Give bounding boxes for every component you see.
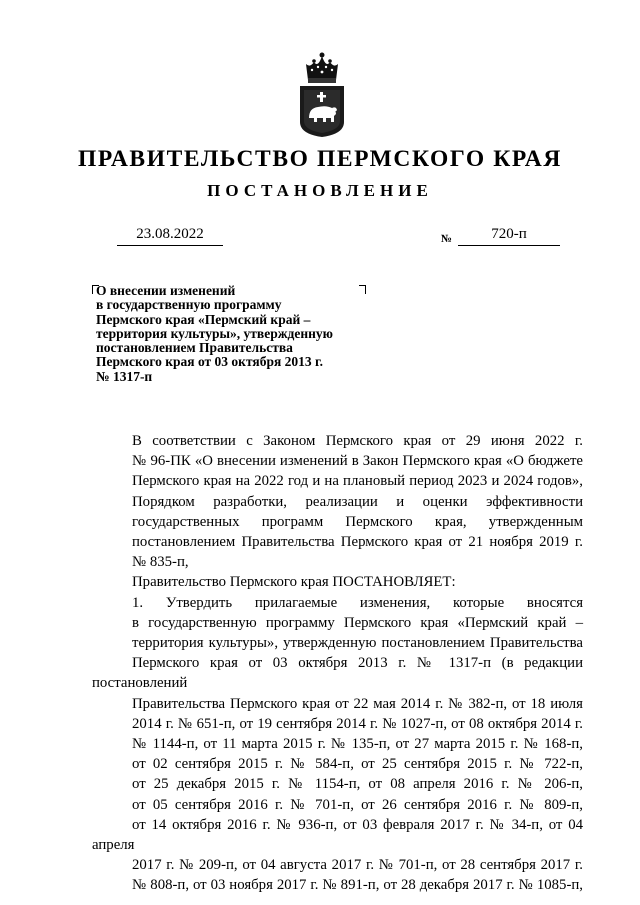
text-line: государственных программ Пермского края, утвержденным: [132, 513, 583, 530]
document-body: [92, 431, 583, 896]
text-line: от 25 декабря 2015 г. № 1154-п, от 08 апреля 2016 г. № 206-п,: [132, 776, 583, 793]
text-line: В соответствии с Законом Пермского края от 29 июня 2022 г.: [132, 433, 583, 449]
subject-line: № 1317-п: [96, 368, 153, 384]
text-line: Правительство Пермского края ПОСТАНОВЛЯЕТ:: [132, 574, 456, 591]
subject-line: в государственную программу: [96, 297, 282, 313]
text-line: № 96-ПК «О внесении изменений в Закон Пермского края «О бюджете: [132, 453, 583, 470]
text-line: Правительства Пермского края от 22 мая 2014 г. № 382-п, от 18 июля: [132, 695, 583, 712]
text-line: от 02 сентября 2015 г. № 584-п, от 25 сентября 2015 г. № 722-п,: [132, 756, 583, 773]
text-line: 1. Утвердить прилагаемые изменения, которые вносятся: [132, 594, 583, 611]
text-line: постановлением Правительства Пермского края от 21 ноября 2019 г.: [132, 534, 583, 551]
subject-line: Пермского края «Пермский край –: [96, 311, 311, 327]
subject-line: Пермского края от 03 октября 2013 г.: [96, 354, 324, 370]
crown-icon: [306, 53, 338, 84]
document-subject: [96, 284, 396, 384]
text-line: от 14 октября 2016 г. № 936-п, от 03 февраля 2017 г. № 34-п, от 04 апреля: [92, 816, 583, 854]
document-number: 720-п: [458, 226, 560, 246]
text-line: № 835-п,: [132, 554, 189, 571]
preamble-paragraph: [92, 431, 583, 572]
text-line: в государственную программу Пермского края «Пермский край –: [132, 614, 583, 631]
text-line: 2017 г. № 209-п, от 04 августа 2017 г. № 701-п, от 28 сентября 2017 г.: [132, 857, 583, 874]
text-line: № 1144-п, от 11 марта 2015 г. № 135-п, от 27 марта 2015 г. № 168-п,: [132, 736, 583, 753]
government-title: ПРАВИТЕЛЬСТВО ПЕРМСКОГО КРАЯ: [78, 146, 562, 172]
resolves-paragraph: [92, 572, 583, 592]
subject-line: территория культуры», утвержденную: [96, 325, 333, 341]
text-line: Порядком разработки, реализации и оценки эффективности: [132, 493, 583, 510]
shield-icon: [300, 86, 344, 137]
text-line: 2014 г. № 651-п, от 19 сентября 2014 г. № 1027-п, от 08 октября 2014 г.: [132, 715, 583, 732]
item-1-paragraph: [92, 593, 583, 896]
number-label: №: [441, 233, 453, 245]
document-type-heading: ПОСТАНОВЛЕНИЕ: [207, 181, 433, 200]
text-line: Пермского края на 2022 год и на плановый период 2023 и 2024 годов»,: [132, 473, 583, 490]
text-line: Пермского края от 03 октября 2013 г. № 1317-п (в редакции постановлений: [92, 655, 583, 692]
text-line: от 05 сентября 2016 г. № 701-п, от 26 сентября 2016 г. № 809-п,: [132, 796, 583, 813]
text-line: территория культуры», утвержденную постановлением Правительства: [132, 635, 583, 652]
subject-line: О внесении изменений: [96, 283, 236, 298]
text-line: № 808-п, от 03 ноября 2017 г. № 891-п, от 28 декабря 2017 г. № 1085-п,: [132, 877, 583, 894]
coat-of-arms-emblem: [296, 50, 348, 138]
document-date: 23.08.2022: [117, 226, 223, 246]
subject-line: постановлением Правительства: [96, 340, 293, 356]
